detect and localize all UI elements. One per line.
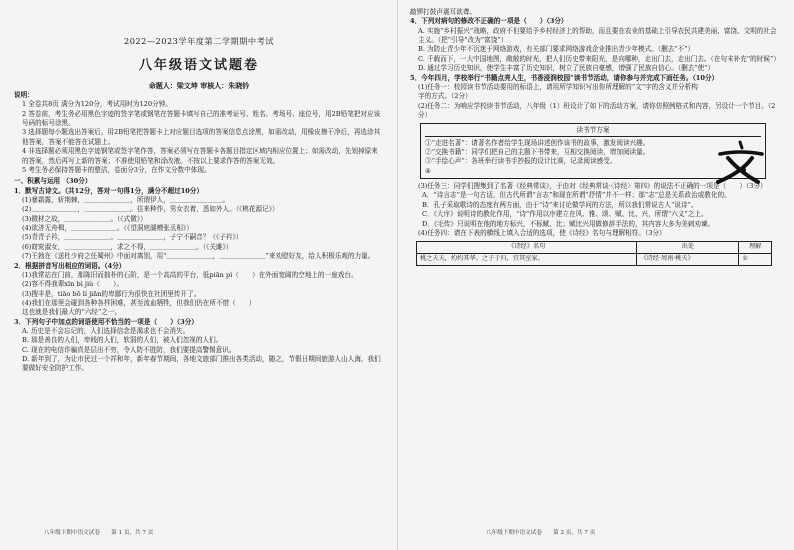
note-item: 2 答卷前，考生务必用黑色字迹的签字笔或钢笔在答题卡填写自己的准考证号、姓名、考场号、座位号，用2B铅笔把对应该号码的标号涂黑。 bbox=[22, 109, 381, 128]
table-cell: 桃之夭夭，灼灼其华。之子于归，宜其室家。 bbox=[417, 254, 637, 266]
q1-line: (1)暴霜露，斩荆棘，＿＿＿＿＿＿＿，所谓伊人，＿＿＿＿＿＿＿＿。 bbox=[22, 195, 230, 204]
task3-option: C．《大序》说明诗的教化作用，“诗”作用以序建立在风、雅、颂、赋、比、兴，所谓“六义”之上。 bbox=[422, 210, 708, 219]
q1-line: (7)王勃在《送杜少府之任蜀州》中面对离别，用“＿＿＿＿＿＿＿，＿＿＿＿＿＿＿”来劝慰好友，给人积极乐观的力量。 bbox=[22, 252, 375, 261]
continued-text: 敲锣打鼓声震耳欲聋。 bbox=[410, 8, 476, 16]
task-4: (4)任务四：请在下表的横线上填入合适的选项，使《诗经》名句与理解相符。（3分） bbox=[418, 228, 666, 237]
page-left bbox=[14, 8, 384, 540]
q1-line: (2)＿＿＿＿＿＿＿，＿＿＿＿＿＿＿。往来种作，男女衣着，悉如外人。（《桃花源记》） bbox=[22, 205, 279, 214]
q2-line: (1)我常站在门前，那陈旧而拙朴的石阶，是一个高高的平台，低piān pì（ ）在外面宽阔的空地上的一座戏台。 bbox=[22, 270, 358, 279]
note-item: 3 选择题每小题选出答案后，用2B铅笔把答题卡上对应题目选项的答案信息点涂黑，如需改动，用橡皮擦干净后，再选涂其他答案，答案不能答在试题上。 bbox=[22, 128, 381, 146]
table-header-cell: 《诗经》名句 bbox=[417, 242, 637, 254]
q2-line: (2)容不得我辈xīn bì jiù（ ）。 bbox=[22, 280, 123, 289]
wen-calligraphy-icon bbox=[708, 138, 772, 190]
page-footer-right: 八年级下期中语文试卷 第 2 页，共 7 页 bbox=[486, 530, 596, 537]
plan-item-blank: ④ bbox=[425, 166, 431, 175]
q2-line: (4)我们在那里会碰到各种各样困难，甚至流血牺牲，但我们仍在所不惜（ ） bbox=[22, 298, 256, 307]
exam-authors: 命题人：梁文坤 审核人：朱晓钤 bbox=[148, 81, 250, 91]
task-1: (1)任务一：校园读书节活动要用的标语上，请用所学知识写出你所理解的“文”字的含义并分析构字的方式。（2分） bbox=[418, 82, 698, 101]
table-header-cell: 出处 bbox=[637, 242, 739, 254]
table-cell: 《诗经·周南·桃夭》 bbox=[637, 254, 739, 266]
q3-option: B. 那是善良的人们，卑贱的人们，软弱的人们，被人们忽视的人们。 bbox=[22, 336, 223, 345]
page-right bbox=[410, 8, 780, 540]
task-2: (2)任务二：为响应学校读书节活动，八年级（1）班设计了如下的活动方案，请你仿照例格式和内容，另设计一个节目。（2分） bbox=[418, 101, 776, 119]
note-item: 4 非选择题必须用黑色字迹钢笔或签字笔作答，答案必须写在答题卡各题目指定区域内相应位置上；如需改动，先划掉原来的答案，然后再写上新的答案；不准使用铅笔和涂改液。不按以上要求作答的答案无效。 bbox=[22, 147, 378, 165]
q3-option: A. 历史是不会忘记的，人们选择信念是渴求也不会消失。 bbox=[22, 327, 190, 336]
notes-title: 说明： bbox=[14, 91, 34, 100]
q1-line: (3)微材之故，＿＿＿＿＿＿＿。（《式微》） bbox=[22, 214, 147, 223]
table-row bbox=[417, 254, 772, 266]
q1-line: (4)欲济无舟楫，＿＿＿＿＿＿＿。（《望洞庭湖赠张丞相》） bbox=[22, 224, 193, 233]
q4-option: B. 为防止青少年不沉迷于网络游戏，有关部门要求网络游戏企业推出青少年模式。（删去“不”） bbox=[418, 45, 695, 54]
page-fold-divider bbox=[397, 0, 398, 550]
poem-table-header bbox=[417, 242, 772, 254]
task-3: (3)任务三：同学们搜集到了名著《经典常谈》，于由对《经典常谈·〈诗经〉第四》的说法不正确的一项是（ ）（3分） bbox=[418, 182, 767, 191]
question-2: 2．根据拼音写出相应的词语。（4分） bbox=[14, 261, 126, 270]
poem-table bbox=[416, 241, 772, 266]
table-answer-cell[interactable]: ① bbox=[739, 254, 772, 266]
task3-option: B．孔子采取歌诗的态度有两方面，由于“诗”来讨论做学问的方法，所以我们常说古人“说诗”。 bbox=[422, 200, 698, 209]
note-item: 5 考生务必保持答题卡的整洁，卷面分3分，在作文分数中体现。 bbox=[22, 165, 211, 174]
question-4: 4．下列对病句的修改不正确的一项是（ ）（3分） bbox=[410, 17, 568, 26]
q4-option: C. 千载而下，一大中国地图，敞敞的时光，把人们历史带来阳光，是向哪种，走出门去，走出门去。（在句末补充“的时候”） bbox=[418, 54, 780, 63]
question-1: 1．默写古诗文。（共12分，答对一句得1分，满分不超过10分） bbox=[14, 186, 204, 195]
q2-line: (3)搜丰是，tiāo bō lí jiān的卑鄙行为很快在社团里传开了。 bbox=[22, 289, 201, 298]
table-header-cell: 理解 bbox=[739, 242, 772, 254]
task3-option: D．《毛传》只说明在他的地方标兴，不标赋、比；赋比兴用做修辞手法的，其内容大多为美刺劝谏。 bbox=[422, 219, 715, 228]
task3-option: A．“诗言志”是一句古话，但古代所谓“言志”和现在所谓“抒情”并不一样；那“志”总是关系政治或教化的。 bbox=[422, 191, 731, 200]
exam-title: 八年级语文试题卷 bbox=[138, 57, 259, 73]
plan-item: ③“手绘心声”：各班举行读书手抄报的设计比赛，记录阅读感受。 bbox=[425, 157, 617, 166]
q4-option: D. 通过学习历史知识，使学生丰富了历史知识，树立了民族自豪感，增强了民族自信心。（删去“使”） bbox=[418, 64, 715, 73]
q1-line: (6)窈窕淑女，＿＿＿＿＿＿＿，求之不得，＿＿＿＿＿＿＿。（《关雎》） bbox=[22, 242, 233, 251]
question-3: 3．下列句子中加点的词语使用不恰当的一项是（ ）（3分） bbox=[14, 317, 198, 326]
note-item: 1 全卷共8页 满分为120分，考试用时为120分钟。 bbox=[22, 100, 172, 109]
plan-item: ②“交换书籍”：同学们把自己的主题下书带来，互相交换阅读，增加阅读量。 bbox=[425, 148, 650, 157]
question-5: 5．今年四月，学校举行“书籍点亮人生，书香浸润校园”读书节活动，请你参与并完成下面任务。（10分） bbox=[410, 73, 719, 82]
q2-line: 这也就是我们最大的“六经”之一。 bbox=[22, 308, 122, 317]
reading-plan-title: 读书节方案 bbox=[425, 126, 761, 136]
q1-line: (5)青青子衿，＿＿＿＿＿＿＿。＿＿＿＿＿＿＿，子宁不嗣音？（《子衿》） bbox=[22, 233, 243, 242]
q4-option: A. 实施“乡村振兴”战略，政府不但要给予乡村经济上的帮助，而且要在农业的基础上引导农民共建美丽、富饶、文明的社会主义。（把“引导”改为“富饶”） bbox=[418, 26, 777, 45]
q3-option: C. 现在的电信诈骗真是层出不穷，令人防不胜防，我们要提高警惕意识。 bbox=[22, 345, 236, 354]
plan-item: ①“走进名著”：请著名作者给学生现场讲述创作该书的故事，激发阅读兴趣。 bbox=[425, 138, 650, 147]
exam-header: 2022—2023学年度第二学期期中考试 bbox=[124, 36, 274, 46]
notes-list bbox=[14, 100, 384, 175]
q3-option: D. 新年到了，为让市民过一个祥和年，新年春节期间，各地文旅部门推出各类活动，随之，节假日期间旅游人山人海，我们要做好安全防护工作。 bbox=[22, 355, 381, 373]
wen-character-image bbox=[708, 138, 772, 190]
section-1-title: 一、积累与运用 （30分） bbox=[14, 177, 92, 186]
page-footer-left: 八年级下期中语文试卷 第 1 页，共 7 页 bbox=[44, 530, 154, 537]
